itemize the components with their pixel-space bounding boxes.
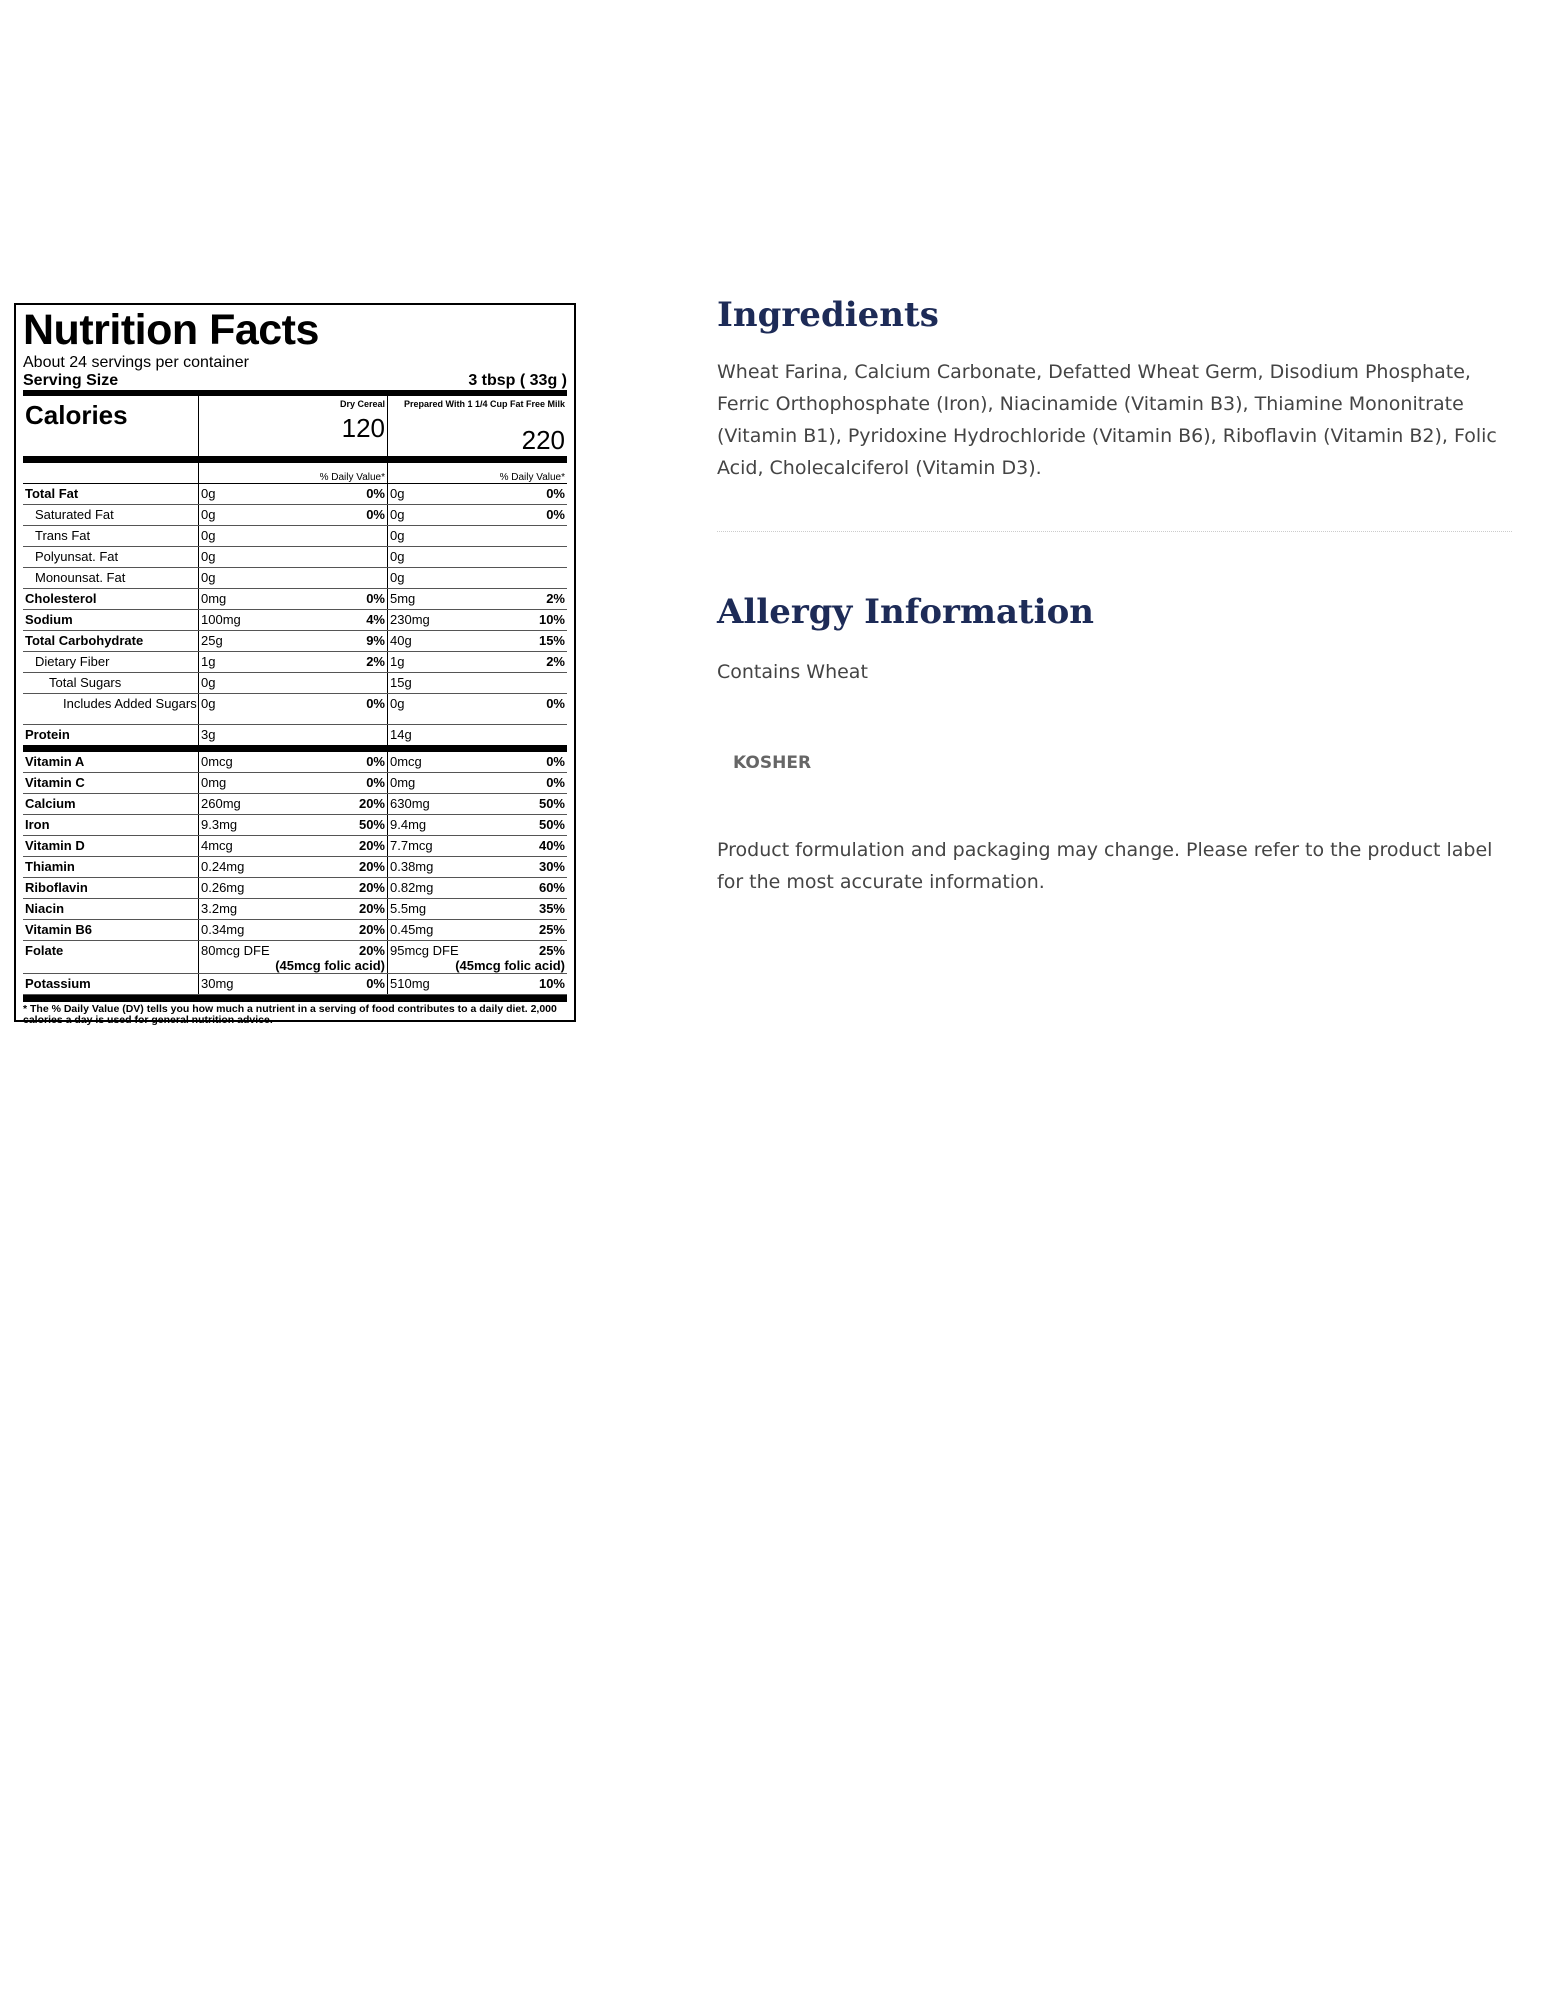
nutrient-row — [23, 725, 567, 752]
ingredients-text: Wheat Farina, Calcium Carbonate, Defatted Wheat Germ, Disodium Phosphate, Ferric Orthophosphate (Iron), Niacinamide (Vitamin B3), Thiamine Mononitrate (Vitamin B1), Pyridoxine Hydrochloride (Vitamin B6), Riboflavin (Vitamin B2), Folic Acid, Cholecalciferol (Vitamin D3). — [717, 361, 1497, 479]
nutrient-name: Vitamin D — [23, 836, 199, 856]
nutrient-row — [23, 899, 567, 920]
nutrient-dv-prepared: 0% — [546, 696, 565, 711]
nutrition-facts-label — [14, 303, 576, 1026]
kosher-badge: KOSHER — [733, 753, 812, 773]
nutrient-dv-prepared: 0% — [546, 486, 565, 501]
nutrient-amount-prepared: 5mg — [390, 591, 416, 606]
nutrient-row — [23, 773, 567, 794]
nutrient-name: Trans Fat — [23, 526, 199, 546]
nutrient-amount-prepared: 40g — [390, 633, 412, 648]
nutrient-dv-dry: 20% — [358, 859, 385, 874]
nutrient-amount-dry: 1g — [201, 654, 216, 669]
servings-per-container: About 24 servings per container — [23, 354, 249, 371]
nutrient-row — [23, 836, 567, 857]
nutrient-row — [23, 920, 567, 941]
nutrient-name: Cholesterol — [23, 589, 199, 609]
nutrient-name: Sodium — [23, 610, 199, 630]
footnote-rule — [23, 995, 567, 1002]
nutrient-amount-dry: 0g — [201, 528, 216, 543]
nutrient-amount-prepared: 630mg — [390, 796, 430, 811]
nutrient-amount-prepared: 15g — [390, 675, 412, 690]
nutrient-name: Protein — [23, 725, 199, 745]
nutrient-amount-dry: 3g — [201, 727, 216, 742]
nutrient-row — [23, 631, 567, 652]
nutrient-name: Vitamin B6 — [23, 920, 199, 940]
nutrient-amount-dry: 30mg — [201, 976, 234, 991]
nutrient-table — [23, 484, 567, 995]
nutrient-row — [23, 652, 567, 673]
nutrient-row — [23, 568, 567, 589]
column-header-dry: Dry Cereal — [339, 399, 385, 409]
nutrient-name: Polyunsat. Fat — [23, 547, 199, 567]
nutrient-amount-dry: 100mg — [201, 612, 241, 627]
nutrient-dv-prepared: 40% — [538, 838, 565, 853]
nutrient-dv-prepared: 10% — [538, 976, 565, 991]
nutrient-row — [23, 974, 567, 995]
calories-dry: 120 — [341, 413, 385, 443]
nutrient-name: Total Sugars — [23, 673, 199, 693]
nutrient-row — [23, 794, 567, 815]
nutrient-dv-prepared: 50% — [538, 796, 565, 811]
nutrient-amount-dry: 80mcg DFE — [201, 943, 270, 958]
calories-row — [23, 396, 567, 463]
nutrient-dv-dry: 20% — [358, 838, 385, 853]
nutrient-amount-dry: 0.24mg — [201, 859, 245, 874]
nutrient-dv-dry: 20% — [358, 796, 385, 811]
nutrient-row — [23, 484, 567, 505]
nutrient-dv-dry: 0% — [366, 696, 385, 711]
nutrient-name: Total Carbohydrate — [23, 631, 199, 651]
nutrient-name: Niacin — [23, 899, 199, 919]
nutrient-amount-prepared: 0.38mg — [390, 859, 434, 874]
nutrient-amount-prepared: 0g — [390, 549, 405, 564]
nutrient-amount-dry: 0g — [201, 696, 216, 711]
nutrient-dv-prepared: 0% — [546, 775, 565, 790]
nutrient-amount-prepared: 0g — [390, 528, 405, 543]
nutrient-dv-prepared: 0% — [546, 507, 565, 522]
nutrient-row — [23, 673, 567, 694]
nutrient-amount-dry: 0.34mg — [201, 922, 245, 937]
nutrient-row — [23, 941, 567, 974]
nutrient-name: Vitamin A — [23, 752, 199, 772]
nutrient-dv-dry: 0% — [366, 976, 385, 991]
nutrient-amount-prepared: 0.82mg — [390, 880, 434, 895]
nutrient-row — [23, 526, 567, 547]
nutrient-dv-prepared: 25% — [538, 922, 565, 937]
ingredients-heading: Ingredients — [717, 295, 939, 335]
daily-value-header: % Daily Value* — [319, 472, 385, 483]
nutrient-name: Includes Added Sugars — [23, 694, 199, 724]
nutrient-dv-prepared: 10% — [538, 612, 565, 627]
nutrient-dv-dry: 0% — [366, 591, 385, 606]
nutrient-row — [23, 878, 567, 899]
nutrient-dv-prepared: 15% — [538, 633, 565, 648]
nutrient-name: Dietary Fiber — [23, 652, 199, 672]
nutrient-dv-dry: 20% — [358, 901, 385, 916]
nutrient-sub-prepared: (45mcg folic acid) — [455, 958, 565, 973]
nutrition-title: Nutrition Facts — [23, 306, 319, 354]
nutrient-amount-dry: 0g — [201, 675, 216, 690]
section-divider — [717, 531, 1512, 532]
nutrient-amount-dry: 4mcg — [201, 838, 233, 853]
nutrient-dv-prepared: 2% — [546, 591, 565, 606]
serving-size-row — [23, 372, 567, 396]
nutrient-row — [23, 505, 567, 526]
nutrient-name: Iron — [23, 815, 199, 835]
nutrient-amount-prepared: 14g — [390, 727, 412, 742]
nutrient-amount-dry: 0mcg — [201, 754, 233, 769]
nutrient-name: Calcium — [23, 794, 199, 814]
nutrient-amount-prepared: 0g — [390, 570, 405, 585]
nutrient-name: Potassium — [23, 974, 199, 994]
nutrient-dv-prepared: 50% — [538, 817, 565, 832]
disclaimer-text: Product formulation and packaging may change. Please refer to the product label for the most accurate information. — [717, 839, 1493, 893]
nutrient-amount-dry: 260mg — [201, 796, 241, 811]
nutrient-amount-prepared: 95mcg DFE — [390, 943, 459, 958]
nutrient-dv-prepared: 30% — [538, 859, 565, 874]
nutrient-dv-dry: 9% — [366, 633, 385, 648]
nutrient-name: Riboflavin — [23, 878, 199, 898]
nutrient-amount-dry: 0g — [201, 507, 216, 522]
nutrient-amount-dry: 0mg — [201, 591, 227, 606]
nutrient-amount-dry: 3.2mg — [201, 901, 238, 916]
nutrient-dv-dry: 2% — [366, 654, 385, 669]
nutrient-amount-prepared: 230mg — [390, 612, 430, 627]
nutrient-amount-dry: 0g — [201, 486, 216, 501]
serving-size-value: 3 tbsp ( 33g ) — [468, 372, 567, 389]
nutrient-name: Folate — [23, 941, 199, 973]
serving-size-label: Serving Size — [23, 372, 119, 389]
calories-label: Calories — [25, 400, 128, 430]
nutrient-name: Monounsat. Fat — [23, 568, 199, 588]
nutrient-dv-prepared: 60% — [538, 880, 565, 895]
daily-value-footnote: * The % Daily Value (DV) tells you how much a nutrient in a serving of food contributes to a daily diet. 2,000 calories a day is used for general nutrition advice. — [23, 1003, 557, 1026]
nutrient-amount-dry: 0mg — [201, 775, 227, 790]
nutrient-amount-prepared: 7.7mcg — [390, 838, 433, 853]
nutrient-amount-dry: 9.3mg — [201, 817, 238, 832]
nutrient-amount-prepared: 9.4mg — [390, 817, 427, 832]
nutrient-amount-prepared: 0g — [390, 696, 405, 711]
nutrient-dv-prepared: 0% — [546, 754, 565, 769]
nutrient-name: Total Fat — [23, 484, 199, 504]
nutrient-dv-prepared: 35% — [538, 901, 565, 916]
nutrient-dv-dry: 4% — [366, 612, 385, 627]
nutrient-dv-prepared: 25% — [538, 943, 565, 958]
nutrient-row — [23, 815, 567, 836]
nutrient-amount-prepared: 0g — [390, 486, 405, 501]
nutrient-amount-prepared: 0mg — [390, 775, 416, 790]
nutrient-dv-dry: 20% — [358, 943, 385, 958]
nutrient-row — [23, 752, 567, 773]
nutrient-row — [23, 589, 567, 610]
calories-prepared: 220 — [521, 425, 565, 455]
nutrient-amount-dry: 0g — [201, 549, 216, 564]
nutrient-amount-prepared: 0mcg — [390, 754, 422, 769]
daily-value-header-row — [23, 463, 567, 484]
nutrient-dv-dry: 50% — [358, 817, 385, 832]
nutrient-amount-dry: 0.26mg — [201, 880, 245, 895]
nutrient-dv-dry: 20% — [358, 922, 385, 937]
nutrient-amount-prepared: 0.45mg — [390, 922, 434, 937]
nutrient-dv-dry: 0% — [366, 486, 385, 501]
nutrient-dv-dry: 0% — [366, 754, 385, 769]
nutrient-dv-dry: 20% — [358, 880, 385, 895]
nutrient-amount-prepared: 0g — [390, 507, 405, 522]
nutrient-row — [23, 857, 567, 878]
daily-value-header: % Daily Value* — [499, 472, 565, 483]
nutrient-sub-dry: (45mcg folic acid) — [275, 958, 385, 973]
nutrient-name: Saturated Fat — [23, 505, 199, 525]
nutrient-amount-prepared: 510mg — [390, 976, 430, 991]
nutrient-amount-prepared: 5.5mg — [390, 901, 427, 916]
nutrient-amount-prepared: 1g — [390, 654, 405, 669]
nutrient-amount-dry: 25g — [201, 633, 223, 648]
allergy-heading: Allergy Information — [717, 592, 1094, 632]
nutrient-name: Thiamin — [23, 857, 199, 877]
nutrient-row — [23, 610, 567, 631]
nutrient-name: Vitamin C — [23, 773, 199, 793]
nutrient-dv-dry: 0% — [366, 775, 385, 790]
nutrient-amount-dry: 0g — [201, 570, 216, 585]
nutrient-dv-dry: 0% — [366, 507, 385, 522]
nutrient-row — [23, 547, 567, 568]
allergy-text: Contains Wheat — [717, 661, 868, 683]
column-header-prepared: Prepared With 1 1/4 Cup Fat Free Milk — [404, 399, 565, 409]
nutrient-dv-prepared: 2% — [546, 654, 565, 669]
nutrient-row — [23, 694, 567, 725]
